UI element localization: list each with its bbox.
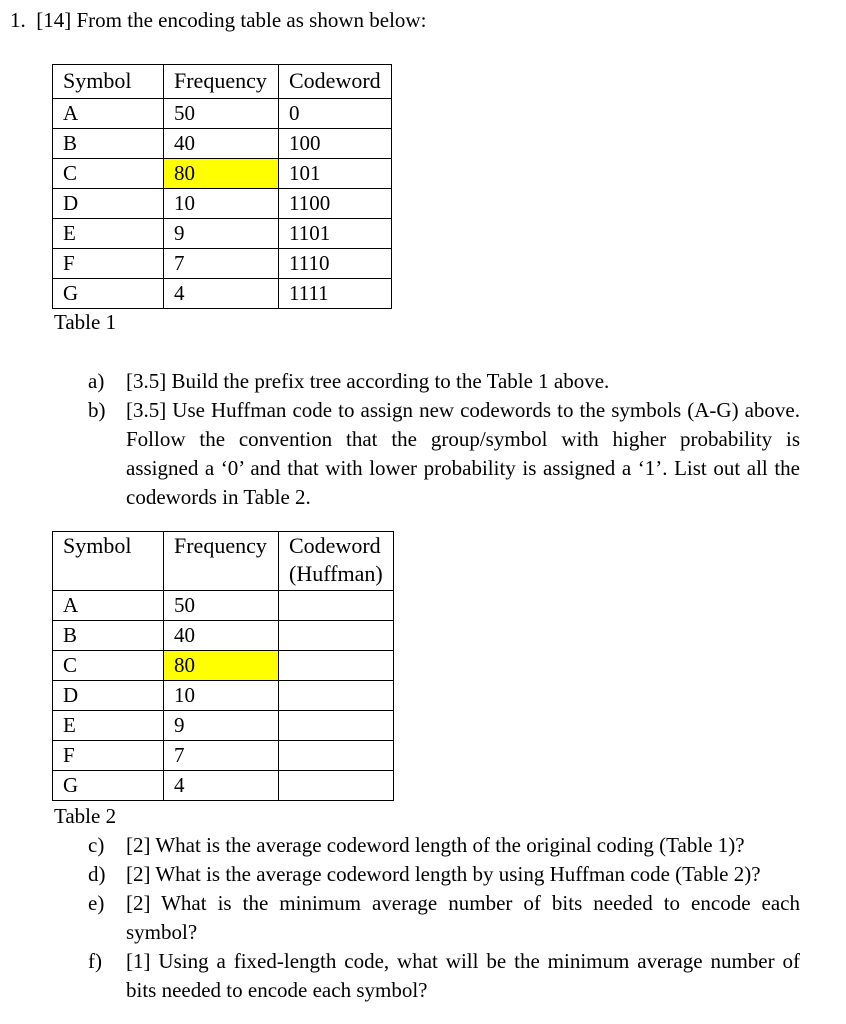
- table-row: [53, 159, 392, 189]
- table-2-symbol: C: [53, 651, 164, 681]
- table-2: [52, 531, 394, 801]
- table-2-caption: Table 2: [54, 804, 117, 828]
- part-label: f): [88, 949, 102, 973]
- table-2-frequency: 10: [164, 681, 279, 711]
- table-1-codeword: 100: [279, 129, 392, 159]
- table-2-frequency: 40: [164, 621, 279, 651]
- table-2-symbol: F: [53, 741, 164, 771]
- table-2-frequency-highlighted: 80: [164, 651, 279, 681]
- table-2-symbol: A: [53, 591, 164, 621]
- table-2-codeword-cell: [279, 711, 394, 741]
- table-2-header-row: [53, 532, 394, 591]
- part-text: [2] What is the minimum average number of bits needed to encode each symbol?: [126, 891, 800, 944]
- list-item: [88, 947, 800, 1005]
- table-2-symbol: B: [53, 621, 164, 651]
- parts-ab-list: [88, 367, 800, 512]
- list-item: [88, 831, 800, 860]
- table-1-symbol: F: [53, 249, 164, 279]
- table-2-frequency: 9: [164, 711, 279, 741]
- table-2-symbol: D: [53, 681, 164, 711]
- question-heading: [10, 6, 426, 35]
- parts-cf-list: [88, 831, 800, 1005]
- table-row: [53, 279, 392, 309]
- table-1-frequency: 7: [164, 249, 279, 279]
- table-2-header-codeword: Codeword (Huffman): [279, 532, 394, 591]
- table-row: [53, 711, 394, 741]
- table-2-symbol: E: [53, 711, 164, 741]
- part-label: a): [88, 369, 105, 393]
- table-row: [53, 651, 394, 681]
- table-2-codeword-cell: [279, 591, 394, 621]
- table-2-symbol: G: [53, 771, 164, 801]
- table-1-frequency: 9: [164, 219, 279, 249]
- table-2-frequency: 50: [164, 591, 279, 621]
- list-item: [88, 396, 800, 512]
- table-1-symbol: G: [53, 279, 164, 309]
- table-1-codeword: 1101: [279, 219, 392, 249]
- list-item: [88, 860, 800, 889]
- table-1-codeword: 1110: [279, 249, 392, 279]
- question-number: 1.: [10, 8, 26, 32]
- table-1-symbol: B: [53, 129, 164, 159]
- table-2-codeword-cell: [279, 771, 394, 801]
- table-1-header-frequency: Frequency: [164, 65, 279, 99]
- part-text: [1] Using a fixed-length code, what will be the minimum average number of bits needed to encode each symbol?: [126, 949, 800, 1002]
- table-1-frequency-highlighted: 80: [164, 159, 279, 189]
- question-text: [14] From the encoding table as shown below:: [36, 8, 427, 32]
- table-1-frequency: 4: [164, 279, 279, 309]
- table-row: [53, 741, 394, 771]
- table-2-codeword-cell: [279, 681, 394, 711]
- part-label: b): [88, 398, 106, 422]
- table-1-header-codeword: Codeword: [279, 65, 392, 99]
- table-2-frequency: 7: [164, 741, 279, 771]
- table-2-codeword-cell: [279, 741, 394, 771]
- table-row: [53, 681, 394, 711]
- table-row: [53, 771, 394, 801]
- table-2-header-symbol: Symbol: [53, 532, 164, 591]
- table-row: [53, 591, 394, 621]
- table-1-symbol: E: [53, 219, 164, 249]
- table-1-header-symbol: Symbol: [53, 65, 164, 99]
- table-row: [53, 621, 394, 651]
- table-1-frequency: 50: [164, 99, 279, 129]
- table-row: [53, 219, 392, 249]
- list-item: [88, 367, 800, 396]
- table-1-caption: Table 1: [54, 310, 117, 334]
- part-label: c): [88, 833, 105, 857]
- table-2-codeword-cell: [279, 651, 394, 681]
- table-1-symbol: C: [53, 159, 164, 189]
- part-text: [2] What is the average codeword length by using Huffman code (Table 2)?: [126, 862, 761, 886]
- table-row: [53, 249, 392, 279]
- table-2-frequency: 4: [164, 771, 279, 801]
- table-2-header-frequency: Frequency: [164, 532, 279, 591]
- table-1-frequency: 40: [164, 129, 279, 159]
- table-2-codeword-cell: [279, 621, 394, 651]
- table-1-header-row: [53, 65, 392, 99]
- table-row: [53, 189, 392, 219]
- list-item: [88, 889, 800, 947]
- part-label: e): [88, 891, 105, 915]
- table-row: [53, 129, 392, 159]
- table-row: [53, 99, 392, 129]
- table-1-frequency: 10: [164, 189, 279, 219]
- part-text: [2] What is the average codeword length of the original coding (Table 1)?: [126, 833, 745, 857]
- table-1-symbol: A: [53, 99, 164, 129]
- table-1-codeword: 1100: [279, 189, 392, 219]
- part-text: [3.5] Use Huffman code to assign new codewords to the symbols (A-G) above. Follow the convention that the group/symbol with higher probability is assigned a ‘0’ and that with lower probability is assigned a ‘1’. List out all the codewords in Table 2.: [126, 398, 800, 509]
- part-label: d): [88, 862, 106, 886]
- table-1-symbol: D: [53, 189, 164, 219]
- table-1-codeword: 101: [279, 159, 392, 189]
- table-1-codeword: 1111: [279, 279, 392, 309]
- table-1: [52, 64, 392, 309]
- table-1-codeword: 0: [279, 99, 392, 129]
- part-text: [3.5] Build the prefix tree according to the Table 1 above.: [126, 369, 610, 393]
